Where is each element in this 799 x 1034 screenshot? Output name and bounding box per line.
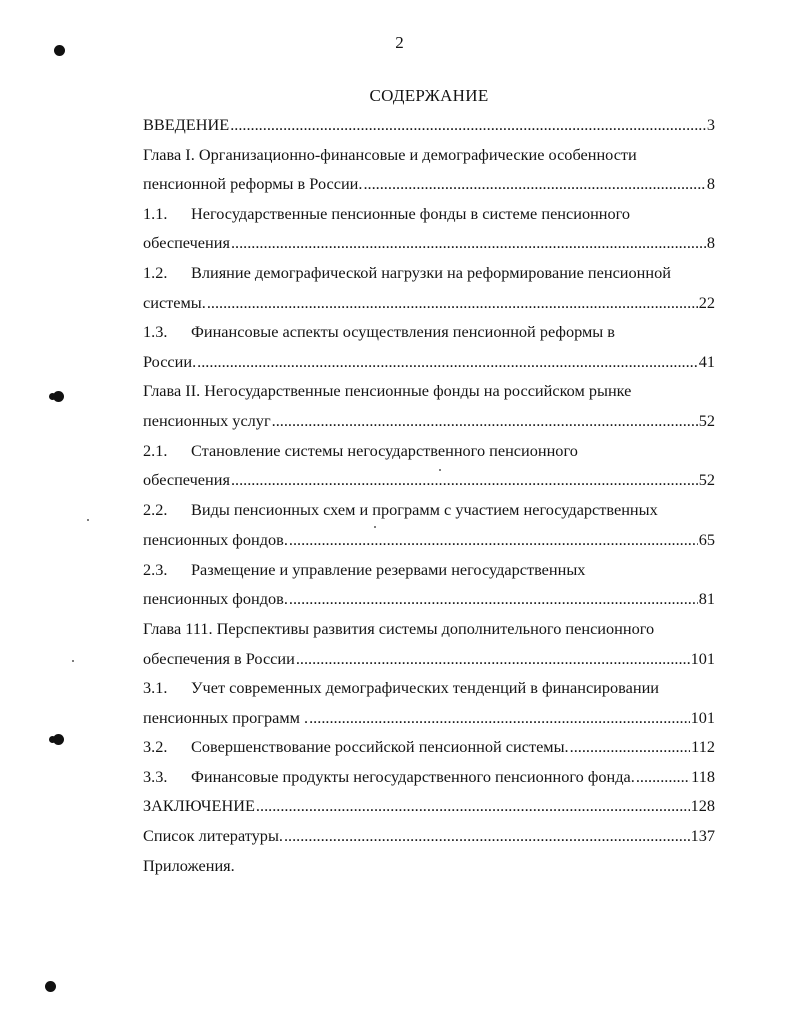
scan-speck — [87, 519, 89, 521]
toc-entry-title: Финансовые аспекты осуществления пенсионной реформы в — [191, 322, 615, 341]
toc-entry-title: пенсионных фондов. — [143, 530, 288, 549]
toc-entry-page: 52 — [698, 411, 715, 430]
toc-entry-page: 65 — [698, 530, 715, 549]
scan-speck — [72, 660, 74, 662]
dot-leader — [231, 232, 706, 254]
toc-entry-references[interactable] — [143, 825, 715, 847]
toc-entry-page: 52 — [698, 470, 715, 489]
section-number: 3.1. — [143, 678, 168, 697]
dot-leader — [309, 707, 689, 729]
toc-entry-chapter-3-line2[interactable] — [143, 648, 715, 670]
toc-entry-1-2-line2[interactable] — [143, 292, 715, 314]
toc-entry-title: Финансовые продукты негосударственного пенсионного фонда. — [191, 767, 635, 786]
toc-entry-3-2[interactable] — [143, 736, 715, 758]
dot-leader — [207, 292, 698, 314]
toc-entry-2-1-line1[interactable] — [143, 440, 715, 462]
toc-title: СОДЕРЖАНИЕ — [369, 86, 489, 105]
toc-entry-title: Виды пенсионных схем и программ с участием негосударственных — [191, 500, 658, 519]
dot-leader — [231, 469, 698, 491]
punch-hole-mark — [45, 981, 56, 992]
toc-entry-title: Негосударственные пенсионные фонды в системе пенсионного — [191, 204, 631, 223]
toc-entry-title: пенсионной реформы в России. — [143, 174, 363, 193]
toc-entry-title: Влияние демографической нагрузки на реформирование пенсионной — [191, 263, 671, 282]
toc-entry-2-1-line2[interactable] — [143, 469, 715, 491]
toc-entry-chapter-1-line1[interactable]: Глава I. Организационно-финансовые и демографические особенности — [143, 145, 637, 164]
toc-entry-3-1-line1[interactable] — [143, 677, 715, 699]
toc-entry-chapter-2-line2[interactable] — [143, 410, 715, 432]
toc-entry-page: 41 — [698, 352, 715, 371]
toc-entry-title: обеспечения — [143, 470, 230, 489]
dot-leader — [197, 351, 698, 373]
toc-entry-1-3-line1[interactable] — [143, 321, 715, 343]
toc-entry-appendices[interactable]: Приложения. — [143, 856, 235, 875]
section-number: 1.1. — [143, 204, 168, 223]
toc-entry-3-1-line2[interactable] — [143, 707, 715, 729]
section-number: 2.2. — [143, 500, 168, 519]
section-number: 2.1. — [143, 441, 168, 460]
dot-leader — [636, 766, 690, 788]
toc-entry-1-2-line1[interactable] — [143, 262, 715, 284]
toc-entry-1-3-line2[interactable] — [143, 351, 715, 373]
toc-entry-title: пенсионных программ . — [143, 708, 309, 727]
toc-entry-title: системы. — [143, 293, 206, 312]
toc-entry-title: пенсионных услуг — [143, 411, 271, 430]
toc-entry-2-2-line2[interactable] — [143, 529, 715, 551]
dot-leader — [289, 588, 698, 610]
toc-entry-page: 8 — [706, 174, 715, 193]
toc-entry-title: ВВЕДЕНИЕ — [143, 115, 230, 134]
toc-entry-1-1-line1[interactable] — [143, 203, 715, 225]
toc-entry-title: Размещение и управление резервами негосударственных — [191, 560, 586, 579]
punch-hole-mark — [53, 734, 64, 745]
toc-entry-title: пенсионных фондов. — [143, 589, 288, 608]
punch-hole-mark — [53, 391, 64, 402]
toc-entry-title: России. — [143, 352, 197, 371]
toc-entry-3-3[interactable] — [143, 766, 715, 788]
toc-entry-title: Список литературы. — [143, 826, 283, 845]
toc-entry-page: 128 — [690, 796, 715, 815]
toc-entry-chapter-3-line1[interactable]: Глава 111. Перспективы развития системы дополнительного пенсионного — [143, 619, 655, 638]
section-number: 3.2. — [143, 737, 168, 756]
dot-leader — [284, 825, 690, 847]
toc-entry-2-3-line1[interactable] — [143, 559, 715, 581]
toc-entry-intro[interactable] — [143, 114, 715, 136]
dot-leader — [296, 648, 690, 670]
toc-entry-page: 101 — [690, 649, 715, 668]
toc-entry-title: Становление системы негосударственного пенсионного — [191, 441, 578, 460]
toc-entry-chapter-2-line1[interactable]: Глава II. Негосударственные пенсионные фонды на российском рынке — [143, 381, 632, 400]
toc-entry-page: 81 — [698, 589, 715, 608]
section-number: 1.2. — [143, 263, 168, 282]
dot-leader — [230, 114, 706, 136]
toc-entry-title: ЗАКЛЮЧЕНИЕ — [143, 796, 255, 815]
scan-speck — [374, 526, 376, 528]
toc-entry-page: 112 — [691, 737, 715, 756]
section-number: 2.3. — [143, 560, 168, 579]
dot-leader — [272, 410, 698, 432]
section-number: 1.3. — [143, 322, 168, 341]
toc-entry-page: 3 — [706, 115, 715, 134]
toc-entry-title: обеспечения — [143, 233, 230, 252]
toc-entry-title: Учет современных демографических тенденций в финансировании — [191, 678, 660, 697]
toc-entry-2-3-line2[interactable] — [143, 588, 715, 610]
toc-entry-title: Совершенствование российской пенсионной системы. — [191, 737, 569, 756]
toc-entry-conclusion[interactable] — [143, 795, 715, 817]
dot-leader — [363, 173, 705, 195]
toc-entry-page: 101 — [690, 708, 715, 727]
dot-leader — [570, 736, 691, 758]
dot-leader — [289, 529, 698, 551]
dot-leader — [256, 795, 690, 817]
page-number: 2 — [395, 33, 404, 52]
toc-entry-title: обеспечения в России — [143, 649, 295, 668]
section-number: 3.3. — [143, 767, 168, 786]
toc-entry-page: 137 — [690, 826, 715, 845]
toc-entry-2-2-line1[interactable] — [143, 499, 715, 521]
toc-entry-chapter-1-line2[interactable] — [143, 173, 715, 195]
toc-entry-1-1-line2[interactable] — [143, 232, 715, 254]
toc-entry-page: 8 — [706, 233, 715, 252]
toc-entry-page: 118 — [691, 767, 715, 786]
toc-entry-page: 22 — [698, 293, 715, 312]
